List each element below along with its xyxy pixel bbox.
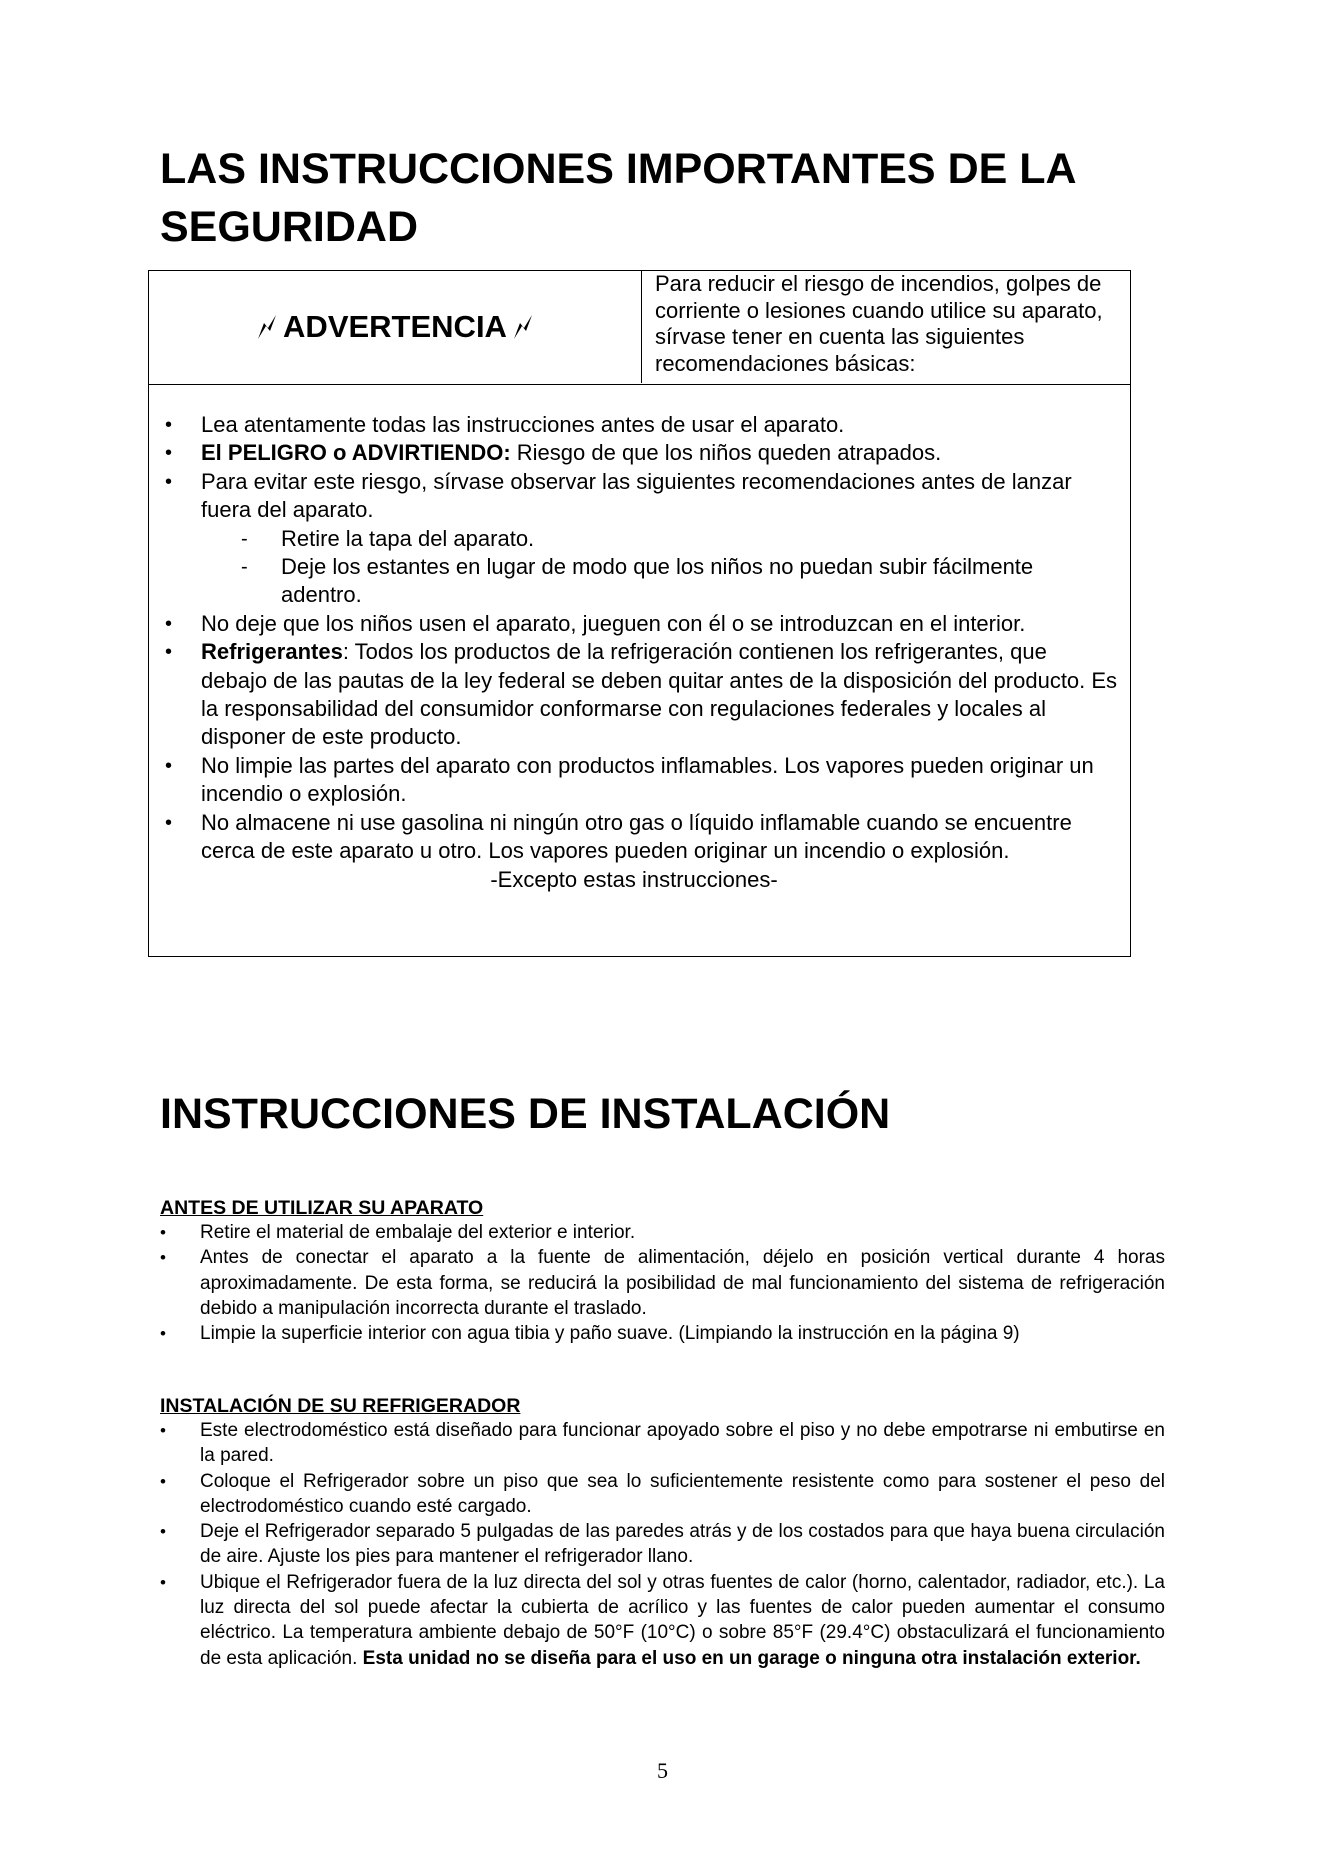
before-use-list xyxy=(160,1220,1165,1346)
list-item: • Antes de conectar el aparato a la fuente de alimentación, déjelo en posición vertical durante 4 horas aproximadamente. De esta forma, se reducirá la posibilidad de mal funcionamiento del sistema de refrigeración debido a manipulación incorrecta durante el traslado. xyxy=(160,1245,1165,1321)
list-item: • No deje que los niños usen el aparato, jueguen con él o se introduzcan en el interior. xyxy=(149,610,1119,638)
list-item: • Este electrodoméstico está diseñado para funcionar apoyado sobre el piso y no debe empotrarse ni embutirse en la pared. xyxy=(160,1418,1165,1469)
list-item xyxy=(149,439,1119,467)
installation-list xyxy=(160,1418,1165,1671)
warning-label-cell xyxy=(149,271,642,383)
list-item: • Lea atentamente todas las instrucciones antes de usar el aparato. xyxy=(149,411,1119,439)
sub-list-item: - Deje los estantes en lugar de modo que los niños no puedan subir fácilmente adentro. xyxy=(149,553,1119,610)
list-item: • No almacene ni use gasolina ni ningún otro gas o líquido inflamable cuando se encuentre cerca de este aparato u otro. Los vapores pueden originar un incendio o explosión. xyxy=(149,809,1119,866)
section-heading: INSTALACIÓN DE SU REFRIGERADOR xyxy=(160,1395,521,1417)
lightning-icon xyxy=(511,313,535,341)
list-item-text: : Todos los productos de la refrigeración contienen los refrigerantes, que debajo de las pautas de la ley federal se deben quitar antes de la disposición del producto. Es la responsabilidad del consumidor conformarse con regulaciones federales y locales al disponer de este producto. xyxy=(201,639,1118,750)
refrigerants-label: Refrigerantes xyxy=(201,639,343,665)
list-item: • Coloque el Refrigerador sobre un piso que sea lo suficientemente resistente como para sostener el peso del electrodoméstico cuando esté cargado. xyxy=(160,1469,1165,1520)
page-number: 5 xyxy=(657,1758,668,1783)
before-use-section xyxy=(160,1196,1165,1346)
warning-header xyxy=(149,271,1130,385)
warning-label: ADVERTENCIA xyxy=(283,309,507,344)
danger-label: El PELIGRO o ADVIRTIENDO: xyxy=(201,440,511,466)
sub-list-item: - Retire la tapa del aparato. xyxy=(149,525,1119,553)
warning-box xyxy=(148,270,1131,957)
list-item-text: Riesgo de que los niños queden atrapados. xyxy=(510,440,942,466)
section-heading: ANTES DE UTILIZAR SU APARATO xyxy=(160,1197,484,1219)
list-item xyxy=(160,1570,1165,1671)
list-item: • Para evitar este riesgo, sírvase observar las siguientes recomendaciones antes de lanzar fuera del aparato. xyxy=(149,468,1119,525)
list-item: • Retire el material de embalaje del exterior e interior. xyxy=(160,1220,1165,1245)
list-item: • Deje el Refrigerador separado 5 pulgadas de las paredes atrás y de los costados para que haya buena circulación de aire. Ajuste los pies para mantener el refrigerador llano. xyxy=(160,1519,1165,1570)
warning-intro: Para reducir el riesgo de incendios, golpes de corriente o lesiones cuando utilice su aparato, sírvase tener en cuenta las siguientes recomendaciones básicas: xyxy=(655,271,1103,376)
garage-note: Esta unidad no se diseña para el uso en un garage o ninguna otra instalación exterior. xyxy=(362,1647,1141,1669)
warning-footer: -Excepto estas instrucciones- xyxy=(490,866,778,892)
warning-list xyxy=(149,411,1119,894)
lightning-icon xyxy=(255,313,279,341)
list-item: • No limpie las partes del aparato con productos inflamables. Los vapores pueden originar un incendio o explosión. xyxy=(149,752,1119,809)
installation-title: INSTRUCCIONES DE INSTALACIÓN xyxy=(160,1090,891,1138)
safety-title: LAS INSTRUCCIONES IMPORTANTES DE LA SEGURIDAD xyxy=(160,145,1075,251)
installation-section xyxy=(160,1394,1165,1671)
list-item-text: Ubique el Refrigerador fuera de la luz directa del sol y otras fuentes de calor (horno, calentador, radiador, etc.). La luz directa del sol puede afectar la cubierta de acrílico y las fuentes de calor pueden aumentar el consumo eléctrico. La temperatura ambiente debajo de 50°F (10°C) o sobre 85°F (29.4°C) obstaculizará el funcionamiento de esta aplicación. xyxy=(200,1571,1165,1669)
list-item: • Limpie la superficie interior con agua tibia y paño suave. (Limpiando la instrucción en la página 9) xyxy=(160,1321,1165,1346)
list-item xyxy=(149,638,1119,752)
